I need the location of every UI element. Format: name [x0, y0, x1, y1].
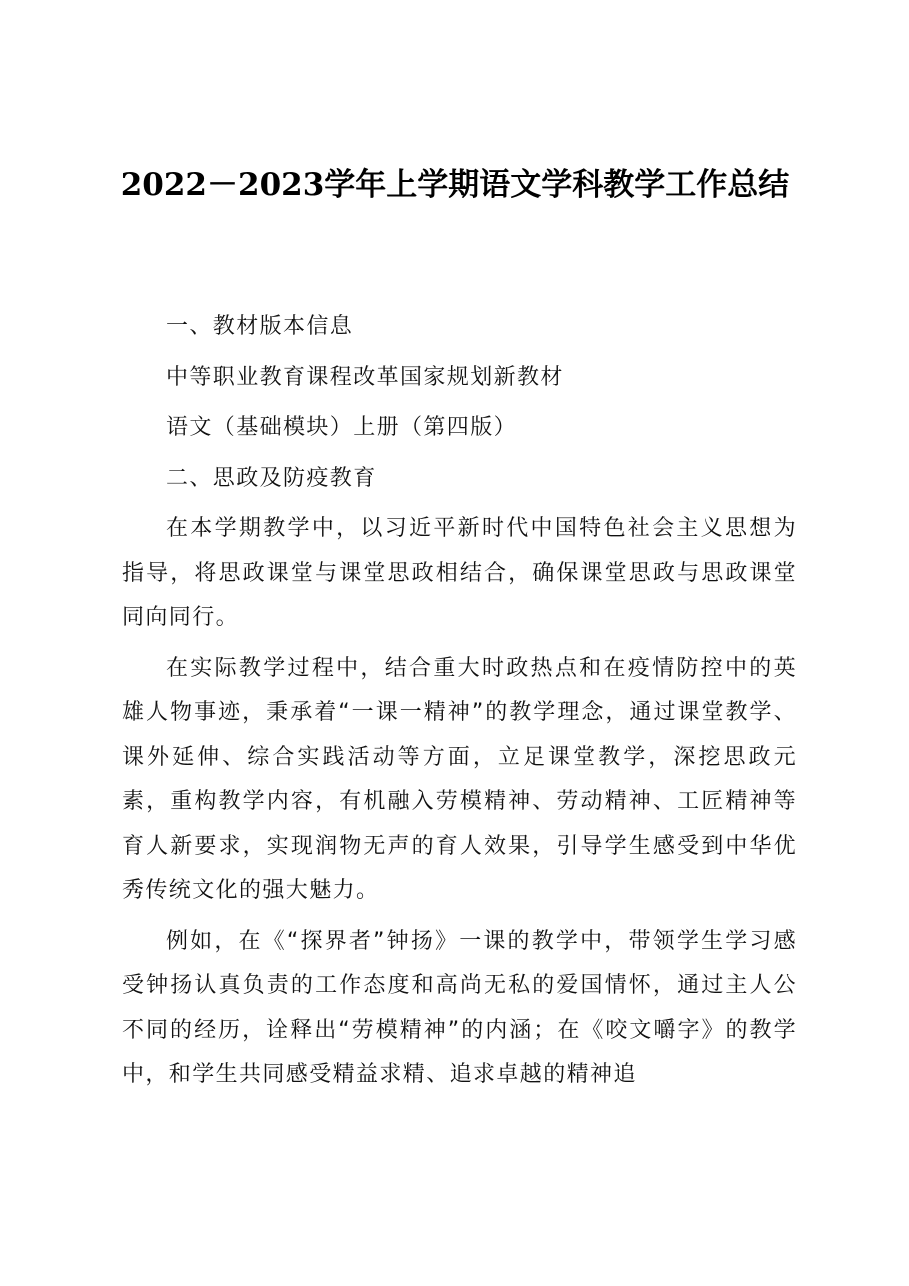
textbook-series-line: 中等职业教育课程改革国家规划新教材: [166, 364, 564, 390]
paragraph-guiding-thought: 在本学期教学中，以习近平新时代中国特色社会主义思想为指导，将思政课堂与课堂思政相结合，确保课堂思政与思政课堂同向同行。: [122, 516, 797, 630]
textbook-volume-line: 语文（基础模块）上册（第四版）: [166, 415, 518, 440]
document-title: 2022－2023学年上学期语文学科教学工作总结: [120, 167, 790, 203]
section-heading-ideology-education: 二、思政及防疫教育: [166, 465, 377, 491]
section-heading-textbook-info: 一、教材版本信息: [166, 314, 354, 339]
paragraph-teaching-practice: 在实际教学过程中，结合重大时政热点和在疫情防控中的英雄人物事迹，秉承着“一课一精神”的教学理念，通过课堂教学、课外延伸、综合实践活动等方面，立足课堂教学，深挖思政元素，重构教学内容，有机融入劳模精神、劳动精神、工匠精神等育人新要求，实现润物无声的育人效果，引导学生感受到中华优秀传统文化的强大魅力。: [122, 655, 797, 903]
document-body: [122, 305, 797, 1098]
paragraph-example-lessons: 例如，在《“探界者”钟扬》一课的教学中，带领学生学习感受钟扬认真负责的工作态度和高尚无私的爱国情怀，通过主人公不同的经历，诠释出“劳模精神”的内涵；在《咬文嚼字》的教学中，和学生共同感受精益求精、追求卓越的精神追: [122, 928, 797, 1087]
